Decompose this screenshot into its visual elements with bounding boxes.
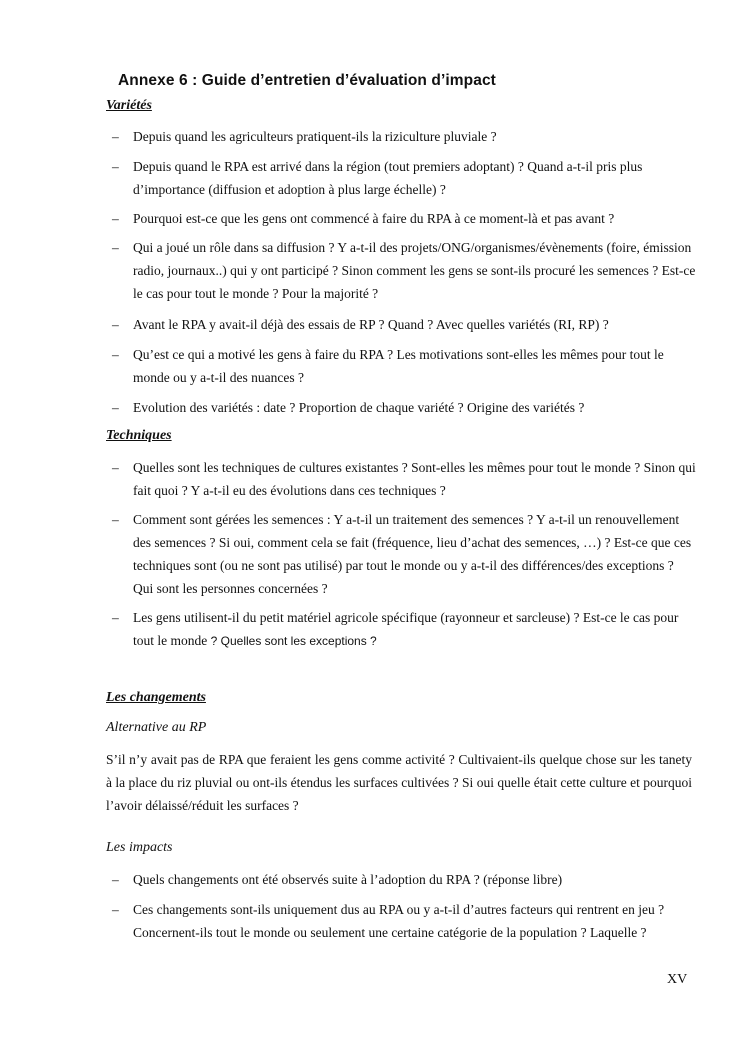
- list-item-text: Avant le RPA y avait-il déjà des essais de RP ? Quand ? Avec quelles variétés (RI, RP) ?: [133, 317, 609, 332]
- bullet-dash: –: [112, 159, 119, 174]
- list-item: [106, 313, 696, 336]
- list-item: [106, 343, 696, 389]
- bullet-dash: –: [112, 460, 119, 475]
- bullet-dash: –: [112, 902, 119, 917]
- bullet-dash: –: [112, 872, 119, 887]
- paragraph-alternative: S’il n’y avait pas de RPA que feraient les gens comme activité ? Cultivaient-ils quelque chose sur les tanety à la place du riz pluvial ou ont-ils étendus les surfaces cultivées ? Si oui quelle était cette culture et pourquoi l’avoir délaissé/réduit les surfaces ?: [106, 752, 692, 813]
- list-item: [106, 396, 696, 419]
- bullet-dash: –: [112, 347, 119, 362]
- list-item: [106, 898, 696, 944]
- list-item-text: Evolution des variétés : date ? Proportion de chaque variété ? Origine des variétés ?: [133, 400, 585, 415]
- list-item-text: Qui a joué un rôle dans sa diffusion ? Y a-t-il des projets/ONG/organismes/évènements (foire, émission radio, journaux..) qui y ont participé ? Sinon comment les gens se sont-ils procuré les semences ? Est-ce le cas pour tout le monde ? Pour la majorité ?: [133, 240, 696, 301]
- list-item: [106, 456, 696, 502]
- list-item-text: Quels changements ont été observés suite à l’adoption du RPA ? (réponse libre): [133, 872, 563, 887]
- list-item-text: Depuis quand les agriculteurs pratiquent-ils la riziculture pluviale ?: [133, 129, 497, 144]
- list-item-text: Comment sont gérées les semences : Y a-t-il un traitement des semences ? Y a-t-il un renouvellement des semences ? Si oui, comment cela se fait (fréquence, lieu d’achat des semences, …) ? Est-ce que ces techniques sont (ou ne sont pas utilisé) par tout le monde ou y a-t-il des différences/des exceptions ? Qui sont les personnes concernées ?: [133, 512, 692, 596]
- list-item-text: Pourquoi est-ce que les gens ont commencé à faire du RPA à ce moment-là et pas avant ?: [133, 211, 615, 226]
- bullet-dash: –: [112, 317, 119, 332]
- section-heading-techniques: Techniques: [106, 428, 172, 443]
- list-item: [106, 868, 696, 891]
- list-item-text: Qu’est ce qui a motivé les gens à faire du RPA ? Les motivations sont-elles les mêmes pour tout le monde ou y a-t-il des nuances ?: [133, 347, 664, 385]
- list-item: [106, 125, 696, 148]
- subheading-impacts: Les impacts: [106, 840, 173, 855]
- bullet-dash: –: [112, 240, 119, 255]
- list-item-text-main: Les gens utilisent-il du petit matériel agricole spécifique (rayonneur et sarcleuse) ? Est-ce le cas pour tout le monde: [133, 610, 679, 648]
- subheading-alternative: Alternative au RP: [106, 720, 207, 735]
- list-item: [106, 207, 696, 230]
- section-heading-changements: Les changements: [106, 690, 206, 705]
- page-number: XV: [667, 972, 688, 987]
- page-title: Annexe 6 : Guide d’entretien d’évaluation d’impact: [118, 72, 496, 89]
- bullet-dash: –: [112, 610, 119, 625]
- list-item: [106, 606, 696, 653]
- bullet-dash: –: [112, 129, 119, 144]
- list-item: [106, 155, 696, 201]
- bullet-dash: –: [112, 400, 119, 415]
- section-heading-varietes: Variétés: [106, 98, 152, 113]
- bullet-dash: –: [112, 211, 119, 226]
- list-item-text: [133, 606, 696, 653]
- list-item-text: Ces changements sont-ils uniquement dus au RPA ou y a-t-il d’autres facteurs qui rentrent en jeu ? Concernent-ils tout le monde ou seulement une certaine catégorie de la population ? Laquelle ?: [133, 902, 665, 940]
- list-item-text: Depuis quand le RPA est arrivé dans la région (tout premiers adoptant) ? Quand a-t-il pris plus d’importance (diffusion et adoption à plus large échelle) ?: [133, 159, 643, 197]
- list-item: [106, 508, 696, 600]
- list-item: [106, 236, 696, 305]
- list-item-text-tail: ? Quelles sont les exceptions ?: [210, 634, 377, 648]
- list-item-text: Quelles sont les techniques de cultures existantes ? Sont-elles les mêmes pour tout le monde ? Sinon qui fait quoi ? Y a-t-il eu des évolutions dans ces techniques ?: [133, 460, 696, 498]
- bullet-dash: –: [112, 512, 119, 527]
